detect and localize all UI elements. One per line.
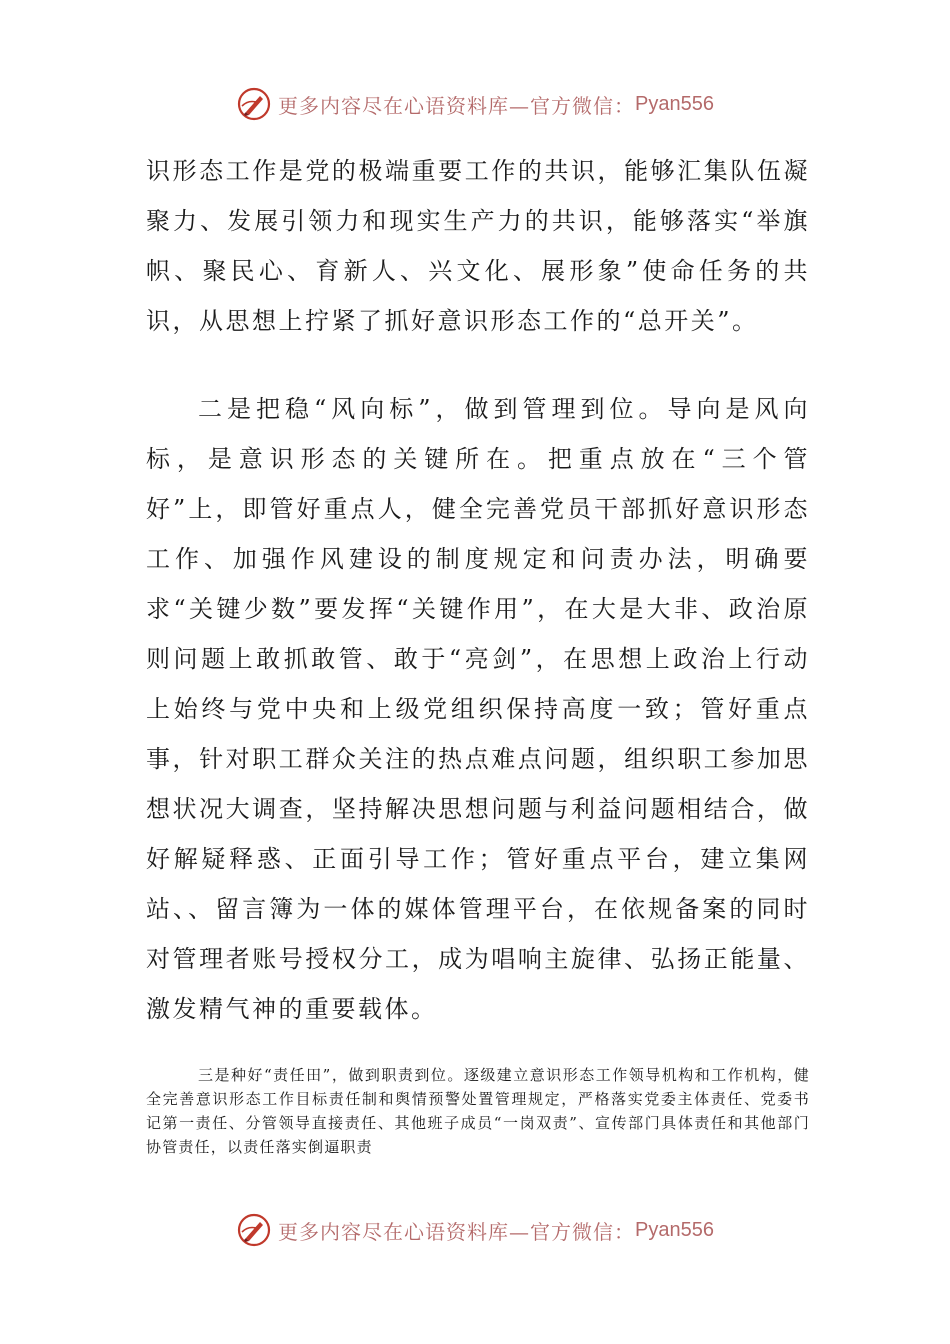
paragraph-1: 识形态工作是党的极端重要工作的共识，能够汇集队伍凝聚力、发展引领力和现实生产力的共识，能够落实“举旗帜、聚民心、育新人、兴文化、展形象”使命任务的共识，从思想上拧紧了抓好意识形态工作的“总开关”。 <box>146 157 810 335</box>
paragraph-3: 三是种好“责任田”，做到职责到位。逐级建立意识形态工作领导机构和工作机构，健全完善意识形态工作目标责任制和舆情预警处置管理规定，严格落实党委主体责任、党委书记第一责任、分管领导直接责任、其他班子成员“一岗双责”、宣传部门具体责任和其他部门协管责任，以责任落实倒逼职责 <box>146 1066 810 1156</box>
banner-wechat-handle: Pyan556 <box>635 92 714 115</box>
banner-text: 更多内容尽在心语资料库—官方微信： <box>278 1219 636 1244</box>
banner-wechat-handle: Pyan556 <box>635 1218 714 1241</box>
banner-text: 更多内容尽在心语资料库—官方微信： <box>278 93 636 118</box>
pen-logo-icon <box>236 1212 272 1248</box>
paragraph-2: 二是把稳“风向标”，做到管理到位。导向是风向标，是意识形态的关键所在。把重点放在“三个管好”上，即管好重点人，健全完善党员干部抓好意识形态工作、加强作风建设的制度规定和问责办法，明确要求“关键少数”要发挥“关键作用”，在大是大非、政治原则问题上敢抓敢管、敢于“亮剑”，在思想上政治上行动上始终与党中央和上级党组织保持高度一致；管好重点事，针对职工群众关注的热点难点问题，组织职工参加思想状况大调查，坚持解决思想问题与利益问题相结合，做好解疑释惑、正面引导工作；管好重点平台，建立集网站、、留言簿为一体的媒体管理平台，在依规备案的同时对管理者账号授权分工，成为唱响主旋律、弘扬正能量、激发精气神的重要载体。 <box>146 395 810 1023</box>
header-banner <box>0 84 950 124</box>
pen-logo-icon <box>236 86 272 122</box>
footer-banner <box>0 1210 950 1250</box>
